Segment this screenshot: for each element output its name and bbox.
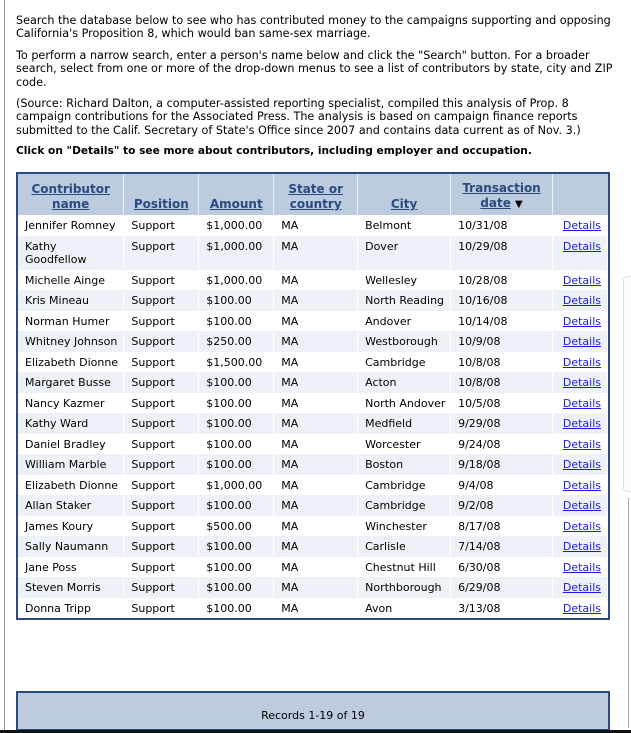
cell-amount: $100.00 — [199, 434, 274, 455]
cell-position: Support — [124, 577, 199, 598]
cell-position: Support — [124, 311, 199, 332]
details-link[interactable]: Details — [562, 355, 601, 369]
cell-position: Support — [124, 236, 199, 270]
details-link[interactable]: Details — [562, 335, 601, 348]
cell-amount: $250.00 — [199, 331, 274, 352]
cell-state: MA — [274, 236, 358, 270]
cell-amount: $100.00 — [199, 393, 274, 414]
intro-text — [16, 14, 616, 167]
intro-paragraph-1: Search the database below to see who has contributed money to the campaigns supporting and opposing California's Proposition 8, which would ban same-sex marriage. — [16, 14, 611, 41]
table-footer — [16, 691, 610, 731]
sort-by-state-link[interactable]: State or country — [288, 182, 344, 211]
cell-name: Kathy Goodfellow — [18, 236, 124, 270]
cell-amount: $1,500.00 — [199, 352, 274, 373]
column-header-state[interactable] — [274, 174, 358, 215]
cell-date: 10/9/08 — [451, 331, 553, 352]
table-row — [18, 352, 608, 373]
cell-details — [552, 557, 607, 578]
cell-name: Norman Humer — [18, 311, 124, 332]
column-header-city[interactable] — [358, 174, 451, 215]
cell-details — [552, 413, 607, 434]
cell-city: Cambridge — [358, 352, 451, 373]
cell-date: 9/4/08 — [451, 475, 553, 496]
cell-name: Nancy Kazmer — [18, 393, 124, 414]
cell-name: Sally Naumann — [18, 536, 124, 557]
cell-position: Support — [124, 557, 199, 578]
table-row — [18, 475, 608, 496]
cell-position: Support — [124, 516, 199, 537]
details-link[interactable]: Details — [562, 219, 601, 232]
details-link[interactable]: Details — [562, 560, 601, 574]
cell-details — [552, 454, 607, 475]
cell-state: MA — [274, 434, 358, 455]
contributors-table-container — [16, 172, 610, 620]
cell-date: 9/2/08 — [451, 495, 553, 516]
cell-state: MA — [274, 577, 358, 598]
intro-paragraph-3: (Source: Richard Dalton, a computer-assisted reporting specialist, compiled this analysis of Prop. 8 campaign contributions for the Associated Press. The analysis is based on campaign finance reports submitted to the Calif. Secretary of State's Office since 2007 and contains data current as of Nov. 3.) — [16, 97, 581, 137]
table-row — [18, 311, 608, 332]
cell-city: Belmont — [358, 215, 451, 236]
cell-details — [552, 495, 607, 516]
sort-by-name-link[interactable]: Contributor name — [31, 182, 110, 211]
table-row — [18, 393, 608, 414]
cell-details — [552, 331, 607, 352]
cell-name: Daniel Bradley — [18, 434, 124, 455]
cell-position: Support — [124, 495, 199, 516]
details-link[interactable]: Details — [562, 540, 601, 553]
cell-name: William Marble — [18, 454, 124, 475]
table-row — [18, 290, 608, 311]
cell-position: Support — [124, 372, 199, 393]
page-left-border — [4, 0, 5, 733]
cell-state: MA — [274, 557, 358, 578]
cell-state: MA — [274, 215, 358, 236]
cell-details — [552, 577, 607, 598]
cell-city: Dover — [358, 236, 451, 270]
details-instruction: Click on "Details" to see more about contributors, including employer and occupation. — [16, 145, 532, 158]
cell-details — [552, 215, 607, 236]
table-row — [18, 236, 608, 270]
cell-state: MA — [274, 413, 358, 434]
details-link[interactable]: Details — [562, 499, 601, 512]
side-panel-edge — [623, 276, 631, 492]
details-link[interactable]: Details — [562, 458, 601, 471]
cell-name: James Koury — [18, 516, 124, 537]
table-row — [18, 372, 608, 393]
cell-name: Kathy Ward — [18, 413, 124, 434]
cell-amount: $100.00 — [199, 536, 274, 557]
cell-city: Winchester — [358, 516, 451, 537]
table-row — [18, 577, 608, 598]
table-row — [18, 536, 608, 557]
cell-state: MA — [274, 475, 358, 496]
cell-state: MA — [274, 270, 358, 291]
cell-amount: $500.00 — [199, 516, 274, 537]
cell-city: Westborough — [358, 331, 451, 352]
cell-date: 9/24/08 — [451, 434, 553, 455]
table-row — [18, 434, 608, 455]
table-row — [18, 557, 608, 578]
cell-date: 9/29/08 — [451, 413, 553, 434]
cell-city: Wellesley — [358, 270, 451, 291]
cell-position: Support — [124, 393, 199, 414]
cell-amount: $1,000.00 — [199, 475, 274, 496]
column-header-details — [552, 174, 607, 215]
cell-position: Support — [124, 215, 199, 236]
cell-date: 10/29/08 — [451, 236, 553, 270]
table-row — [18, 495, 608, 516]
cell-city: Cambridge — [358, 475, 451, 496]
cell-position: Support — [124, 270, 199, 291]
cell-date: 8/17/08 — [451, 516, 553, 537]
details-link[interactable]: Details — [562, 437, 601, 451]
table-header-row — [18, 174, 608, 215]
cell-position: Support — [124, 536, 199, 557]
cell-state: MA — [274, 598, 358, 619]
table-row — [18, 331, 608, 352]
cell-amount: $1,000.00 — [199, 215, 274, 236]
cell-city: North Andover — [358, 393, 451, 414]
details-link[interactable]: Details — [562, 239, 601, 253]
cell-position: Support — [124, 434, 199, 455]
cell-name: Steven Morris — [18, 577, 124, 598]
cell-amount: $100.00 — [199, 557, 274, 578]
cell-city: Carlisle — [358, 536, 451, 557]
cell-date: 7/14/08 — [451, 536, 553, 557]
cell-name: Michelle Ainge — [18, 270, 124, 291]
cell-position: Support — [124, 598, 199, 619]
records-count: Records 1-19 of 19 — [261, 709, 365, 722]
column-header-position[interactable] — [124, 174, 199, 215]
cell-city: Andover — [358, 311, 451, 332]
sort-descending-icon: ▼ — [515, 199, 523, 210]
cell-amount: $1,000.00 — [199, 236, 274, 270]
details-link[interactable]: Details — [562, 519, 601, 533]
cell-date: 10/8/08 — [451, 372, 553, 393]
cell-city: Chestnut Hill — [358, 557, 451, 578]
cell-name: Allan Staker — [18, 495, 124, 516]
cell-city: Worcester — [358, 434, 451, 455]
cell-date: 10/5/08 — [451, 393, 553, 414]
cell-details — [552, 475, 607, 496]
cell-position: Support — [124, 454, 199, 475]
cell-name: Donna Tripp — [18, 598, 124, 619]
cell-name: Elizabeth Dionne — [18, 475, 124, 496]
cell-details — [552, 434, 607, 455]
cell-state: MA — [274, 536, 358, 557]
cell-date: 3/13/08 — [451, 598, 553, 619]
details-link[interactable]: Details — [562, 273, 601, 287]
cell-date: 10/31/08 — [451, 215, 553, 236]
sort-by-position-link[interactable]: Position — [133, 197, 189, 211]
cell-name: Margaret Busse — [18, 372, 124, 393]
cell-details — [552, 270, 607, 291]
cell-state: MA — [274, 352, 358, 373]
details-link[interactable]: Details — [562, 417, 601, 430]
cell-city: Acton — [358, 372, 451, 393]
sort-by-amount-link[interactable]: Amount — [209, 197, 263, 211]
cell-city: Cambridge — [358, 495, 451, 516]
details-link[interactable]: Details — [562, 294, 601, 307]
sort-by-date-link[interactable]: Transaction date — [462, 181, 541, 210]
cell-state: MA — [274, 516, 358, 537]
details-link[interactable]: Details — [562, 396, 601, 410]
cell-amount: $100.00 — [199, 495, 274, 516]
cell-city: Boston — [358, 454, 451, 475]
cell-date: 10/8/08 — [451, 352, 553, 373]
cell-city: Northborough — [358, 577, 451, 598]
cell-date: 6/30/08 — [451, 557, 553, 578]
details-link[interactable]: Details — [562, 478, 601, 492]
cell-details — [552, 536, 607, 557]
cell-name: Jane Poss — [18, 557, 124, 578]
cell-position: Support — [124, 413, 199, 434]
cell-amount: $100.00 — [199, 413, 274, 434]
cell-details — [552, 236, 607, 270]
cell-amount: $100.00 — [199, 577, 274, 598]
cell-amount: $100.00 — [199, 290, 274, 311]
table-row — [18, 598, 608, 619]
cell-date: 10/16/08 — [451, 290, 553, 311]
cell-amount: $100.00 — [199, 311, 274, 332]
table-row — [18, 270, 608, 291]
cell-details — [552, 598, 607, 619]
cell-details — [552, 352, 607, 373]
column-header-amount[interactable] — [199, 174, 274, 215]
cell-city: Medfield — [358, 413, 451, 434]
intro-paragraph-2: To perform a narrow search, enter a person's name below and click the "Search" button. For a broader search, select from one or more of the drop-down menus to see a list of contributors by state, city and ZIP code. — [16, 48, 613, 89]
column-header-contributor-name[interactable] — [18, 174, 124, 215]
cell-state: MA — [274, 290, 358, 311]
details-link[interactable]: Details — [562, 601, 601, 615]
cell-position: Support — [124, 290, 199, 311]
cell-position: Support — [124, 352, 199, 373]
cell-details — [552, 516, 607, 537]
details-link[interactable]: Details — [562, 581, 601, 594]
cell-date: 10/28/08 — [451, 270, 553, 291]
cell-details — [552, 290, 607, 311]
cell-state: MA — [274, 311, 358, 332]
table-row — [18, 516, 608, 537]
contributors-table — [18, 174, 608, 618]
cell-state: MA — [274, 372, 358, 393]
cell-position: Support — [124, 331, 199, 352]
cell-city: Avon — [358, 598, 451, 619]
cell-amount: $1,000.00 — [199, 270, 274, 291]
cell-details — [552, 311, 607, 332]
cell-name: Kris Mineau — [18, 290, 124, 311]
table-row — [18, 454, 608, 475]
cell-date: 10/14/08 — [451, 311, 553, 332]
sort-by-city-link[interactable]: City — [390, 197, 418, 211]
details-link[interactable]: Details — [562, 376, 601, 389]
cell-state: MA — [274, 393, 358, 414]
cell-date: 6/29/08 — [451, 577, 553, 598]
cell-name: Elizabeth Dionne — [18, 352, 124, 373]
cell-name: Jennifer Romney — [18, 215, 124, 236]
cell-state: MA — [274, 331, 358, 352]
cell-amount: $100.00 — [199, 372, 274, 393]
cell-details — [552, 372, 607, 393]
cell-amount: $100.00 — [199, 454, 274, 475]
cell-details — [552, 393, 607, 414]
cell-state: MA — [274, 454, 358, 475]
cell-city: North Reading — [358, 290, 451, 311]
column-header-transaction-date[interactable] — [451, 174, 553, 215]
table-row — [18, 215, 608, 236]
table-row — [18, 413, 608, 434]
cell-date: 9/18/08 — [451, 454, 553, 475]
cell-state: MA — [274, 495, 358, 516]
cell-position: Support — [124, 475, 199, 496]
details-link[interactable]: Details — [562, 314, 601, 328]
cell-amount: $100.00 — [199, 598, 274, 619]
cell-name: Whitney Johnson — [18, 331, 124, 352]
